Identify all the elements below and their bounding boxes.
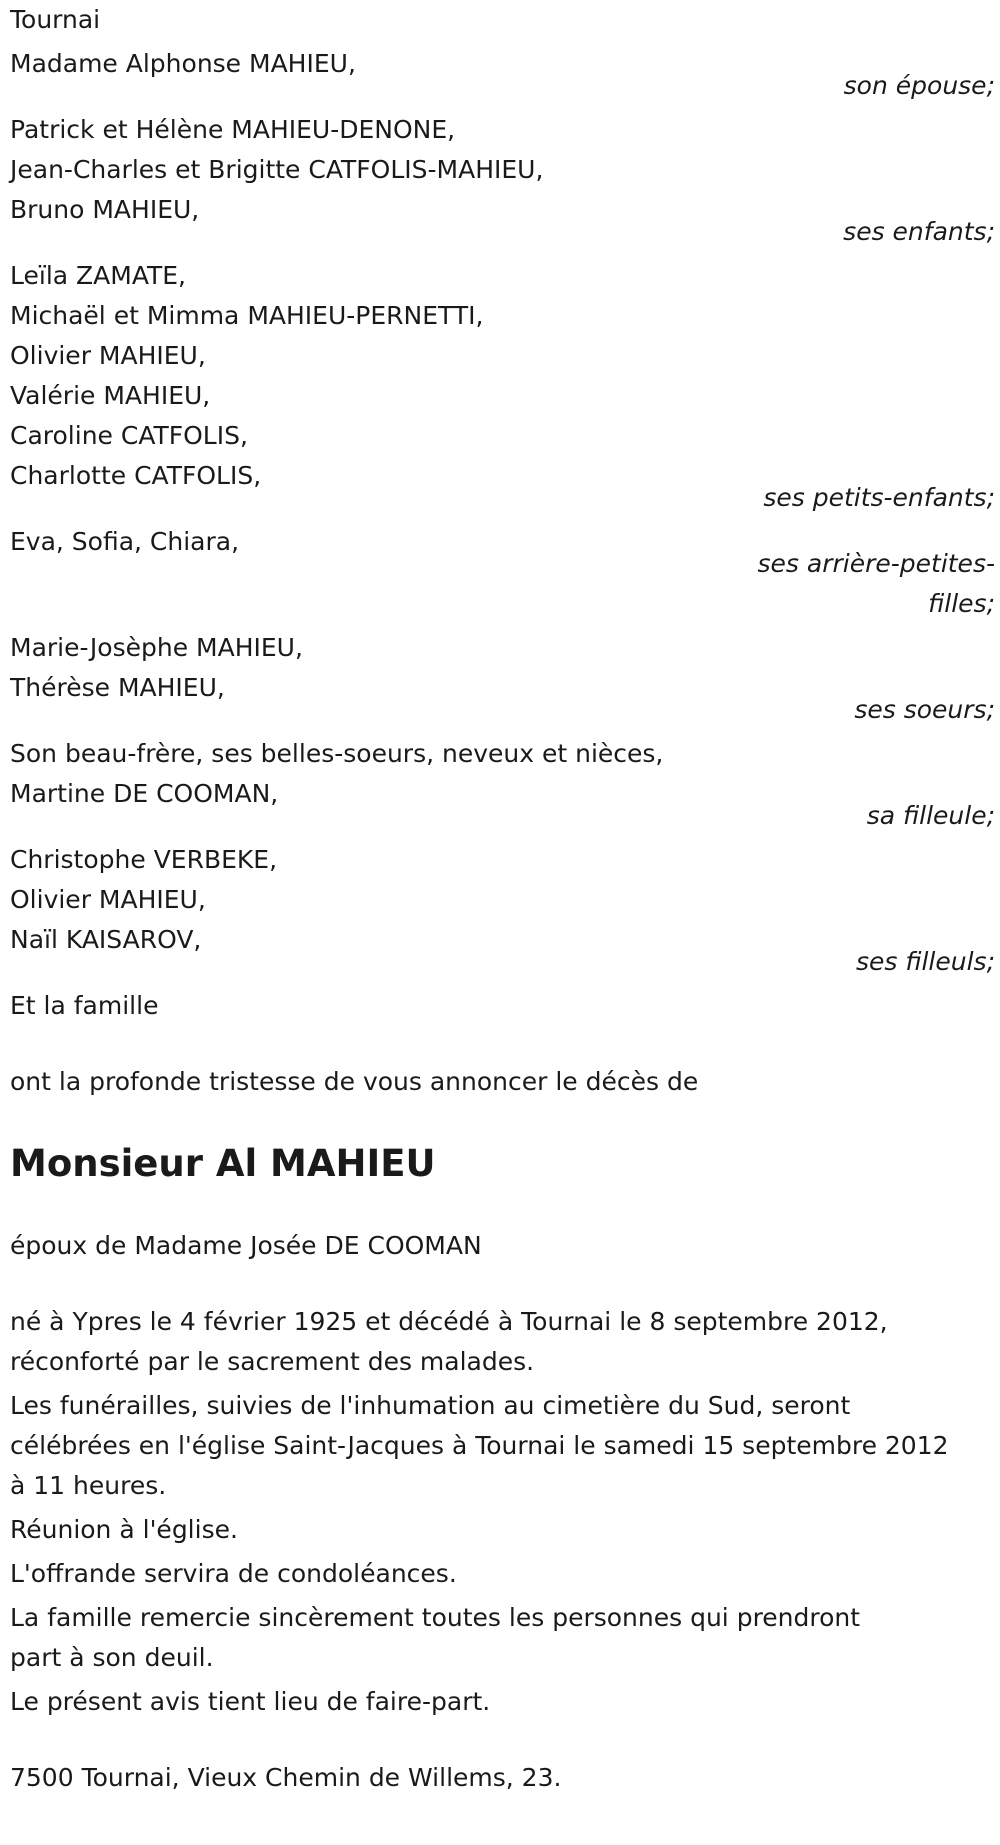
family-member: Christophe VERBEKE, [10,845,278,874]
family-member: Martine DE COOMAN, [10,779,279,808]
meeting-line: Réunion à l'église. [10,1515,238,1544]
family-member: Olivier MAHIEU, [10,341,206,370]
relation-label: son épouse; [843,71,995,100]
family-member: Bruno MAHIEU, [10,195,200,224]
thanks-line: La famille remercie sincèrement toutes les personnes qui prendront [10,1603,861,1632]
notice-line: Le présent avis tient lieu de faire-part. [10,1687,491,1716]
spouse-line: époux de Madame Josée DE COOMAN [10,1231,482,1260]
thanks-line: part à son deuil. [10,1643,214,1672]
deceased-name: Monsieur Al MAHIEU [10,1142,436,1185]
family-member: Patrick et Hélène MAHIEU-DENONE, [10,115,456,144]
family-member: Valérie MAHIEU, [10,381,211,410]
address: 7500 Tournai, Vieux Chemin de Willems, 23. [10,1763,562,1792]
funeral-line: Les funérailles, suivies de l'inhumation au cimetière du Sud, seront [10,1391,851,1420]
funeral-line: à 11 heures. [10,1471,167,1500]
family-member: Michaël et Mimma MAHIEU-PERNETTI, [10,301,484,330]
family-member: Caroline CATFOLIS, [10,421,248,450]
relation-label: ses petits-enfants; [763,483,995,512]
relation-label: ses filleuls; [855,947,995,976]
family-member: Madame Alphonse MAHIEU, [10,49,356,78]
offering-line: L'offrande servira de condoléances. [10,1559,457,1588]
birth-death-line: réconforté par le sacrement des malades. [10,1347,535,1376]
family-member: Olivier MAHIEU, [10,885,206,914]
family-member: Naïl KAISAROV, [10,925,202,954]
family-closing: Et la famille [10,991,159,1020]
family-member: Charlotte CATFOLIS, [10,461,262,490]
family-member: Thérèse MAHIEU, [10,673,225,702]
family-member: Marie-Josèphe MAHIEU, [10,633,303,662]
birth-death-line: né à Ypres le 4 février 1925 et décédé à Tournai le 8 septembre 2012, [10,1307,888,1336]
family-member: Eva, Sofia, Chiara, [10,527,240,556]
family-member: Son beau-frère, ses belles-soeurs, neveux et nièces, [10,739,664,768]
relation-label: ses soeurs; [854,695,995,724]
relation-label: ses enfants; [843,217,995,246]
family-member: Jean-Charles et Brigitte CATFOLIS-MAHIEU, [10,155,544,184]
family-member: Leïla ZAMATE, [10,261,187,290]
funeral-line: célébrées en l'église Saint-Jacques à Tournai le samedi 15 septembre 2012 [10,1431,949,1460]
relation-label-line: filles; [928,589,995,618]
relation-label-line: ses arrière-petites- [757,549,995,578]
city: Tournai [10,5,101,34]
relation-label: sa filleule; [866,801,995,830]
announcement: ont la profonde tristesse de vous annoncer le décès de [10,1067,699,1096]
